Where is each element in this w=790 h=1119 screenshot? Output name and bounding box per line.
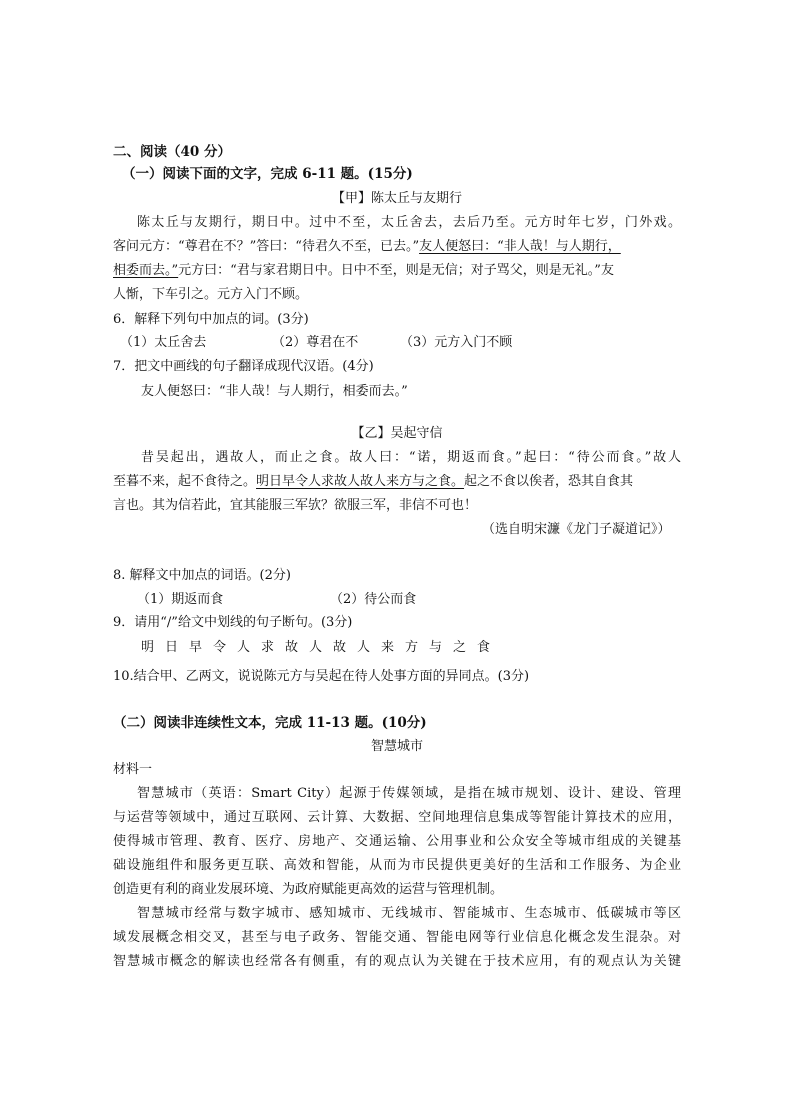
part1-heading: （一）阅读下面的文字，完成 6-11 题。(15分) [122, 166, 413, 182]
p1-line-4: 础设施组件和服务更互联、高效和智能，从而为市民提供更美好的生活和工作服务、为企业 [113, 858, 681, 873]
passage-a-title: 【甲】陈太丘与友期行 [331, 191, 462, 206]
question-9: 9．请用“/”给文中划线的句子断句。(3分) [113, 615, 353, 630]
passage-b-line-3: 言也。其为信若此，宜其能服三军欤？欲服三军，非信不可也！ [113, 498, 478, 513]
question-6: 6．解释下列句中加点的词。(3分) [113, 312, 309, 327]
part2-title: 智慧城市 [370, 739, 423, 754]
q6-item-2: （2）尊君在不 [272, 335, 359, 350]
q9-text: 明日早令人求故人故人来方与之食 [141, 640, 502, 655]
underlined-sentence-b: 明日早令人求故人故人来方与之食。 [256, 474, 465, 489]
passage-b-line-2: 至暮不来，起不食待之。明日早令人求故人故人来方与之食。起之不食以俟者，恐其自食其 [113, 474, 634, 489]
q8-item-1: （1）期返而食 [137, 592, 224, 607]
p1-line-2: 与运营等领域中，通过互联网、云计算、大数据、空间地理信息集成等智能计算技术的应用， [113, 810, 681, 825]
passage-b-title: 【乙】吴起守信 [351, 426, 443, 441]
question-7: 7．把文中画线的句子翻译成现代汉语。(4分) [113, 359, 374, 374]
underlined-sentence-end: 相委而去。” [113, 263, 179, 278]
q6-item-3: （3）元方入门不顾 [400, 335, 513, 350]
passage-b-source: （选自明宋濂《龙门子凝道记》） [482, 522, 671, 537]
question-10: 10.结合甲、乙两文，说说陈元方与吴起在待人处事方面的异同点。(3分) [113, 669, 530, 684]
p1-line-5: 创造更有利的商业发展环境、为政府赋能更高效的运营与管理机制。 [113, 882, 504, 897]
passage-a-line-4: 人惭，下车引之。元方入门不顾。 [113, 287, 309, 302]
p1-line-1: 智慧城市（英语：Smart City）起源于传媒领域，是指在城市规划、设计、建设、管理 [137, 786, 681, 801]
p2-line-1: 智慧城市经常与数字城市、感知城市、无线城市、智能城市、生态城市、低碳城市等区 [137, 906, 681, 921]
p2-line-2: 域发展概念相交叉，甚至与电子政务、智能交通、智能电网等行业信息化概念发生混杂。对 [113, 930, 681, 945]
p1-line-3: 使得城市管理、教育、医疗、房地产、交通运输、公用事业和公众安全等城市组成的关键基 [113, 834, 681, 849]
part2-heading: （二）阅读非连续性文本，完成 11-13 题。(10分) [113, 715, 427, 731]
material-label: 材料一 [113, 762, 153, 777]
q7-text: 友人便怒曰：“非人哉！与人期行，相委而去。” [141, 384, 408, 399]
section-heading: 二、阅读（40 分） [113, 144, 231, 160]
passage-a-line-2: 客问元方：“尊君在不？”答曰：“待君久不至，已去。”友人便怒曰：“非人哉！与人期行， [113, 239, 621, 254]
underlined-sentence: 友人便怒曰：“非人哉！与人期行， [419, 239, 621, 254]
q8-item-2: （2）待公而食 [330, 592, 417, 607]
question-8: 8. 解释文中加点的词语。(2分) [113, 568, 291, 583]
passage-a-line-3: 相委而去。”元方曰：“君与家君期日中。日中不至，则是无信；对子骂父，则是无礼。”友 [113, 263, 614, 278]
passage-b-line-1: 昔吴起出，遇故人，而止之食。故人曰：“诺，期返而食。”起曰：“待公而食。”故人 [141, 450, 681, 465]
q6-item-1: （1）太丘舍去 [120, 335, 207, 350]
p2-line-3: 智慧城市概念的解读也经常各有侧重，有的观点认为关键在于技术应用，有的观点认为关键 [113, 954, 681, 969]
passage-a-line-1: 陈太丘与友期行，期日中。过中不至，太丘舍去，去后乃至。元方时年七岁，门外戏。 [137, 215, 681, 230]
